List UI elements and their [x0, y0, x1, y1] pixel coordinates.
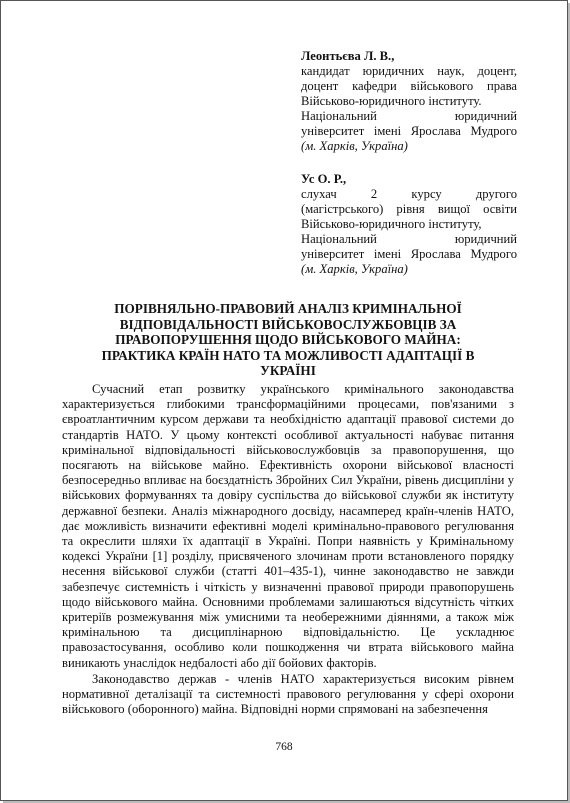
- author-2-name: Ус О. Р.,: [301, 172, 347, 186]
- author-2-line: Національний юридичний: [301, 232, 517, 246]
- author-1: [301, 49, 517, 154]
- author-2-line: (магістрського) рівня вищої освіти: [301, 202, 517, 216]
- author-block: [301, 49, 517, 295]
- body-text: [62, 382, 514, 718]
- author-2-city: (м. Харків, Україна): [301, 262, 408, 276]
- author-1-line: доцент кафедри військового права: [301, 79, 517, 93]
- author-1-line: університет імені Ярослава Мудрого: [301, 124, 517, 138]
- paper-title: ПОРІВНЯЛЬНО-ПРАВОВИЙ АНАЛІЗ КРИМІНАЛЬНОЇ ВІДПОВІДАЛЬНОСТІ ВІЙСЬКОВОСЛУЖБОВЦІВ ЗА ПРАВОПОРУШЕННЯ ЩОДО ВІЙСЬКОВОГО МАЙНА: ПРАКТИКА КРАЇН НАТО ТА МОЖЛИВОСТІ АДАПТАЦІЇ В УКРАЇНІ: [101, 301, 475, 378]
- author-2-line: Військово-юридичного інституту,: [301, 217, 482, 231]
- author-1-city: (м. Харків, Україна): [301, 139, 408, 153]
- author-1-line: кандидат юридичних наук, доцент,: [301, 64, 517, 78]
- author-2-line: університет імені Ярослава Мудрого: [301, 247, 517, 261]
- body-paragraph: Законодавство держав - членів НАТО характеризується високим рівнем нормативної деталізації та системності правового регулювання у сфері охорони військового (оборонного) майна. Відповідні норми спрямовані на забезпечення: [62, 671, 514, 717]
- author-1-line: Національний юридичний: [301, 109, 517, 123]
- page-number: 768: [275, 741, 293, 753]
- author-2-line: слухач 2 курсу другого: [301, 187, 517, 201]
- author-2: [301, 172, 517, 277]
- author-1-name: Леонтьєва Л. В.,: [301, 49, 395, 63]
- body-paragraph: Сучасний етап розвитку українського кримінального законодавства характеризується глибокими трансформаційними процесами, пов'язаними з євроатлантичним курсом держави та необхідністю адаптації правової системи до стандартів НАТО. У цьому контексті особливої актуальності набуває питання кримінальної відповідальності військовослужбовців за правопорушення, що посягають на військове майно. Ефективність охорони військової власності безпосередньо впливає на боєздатність Збройних Сил України, рівень дисципліни у військових формуваннях та довіру суспільства до військової служби як інституту державної безпеки. Аналіз міжнародного досвіду, насамперед країн-членів НАТО, дає можливість визначити ефективні моделі кримінально-правового регулювання та окреслити шляхи їх адаптації в Україні. Попри наявність у Кримінальному кодексі України [1] розділу, присвяченого злочинам проти встановленого порядку несення військової служби (статті 401–435-1), чинне законодавство не завжди забезпечує системність і чіткість у визначенні правової природи правопорушень щодо військового майна. Основними проблемами залишаються відсутність чітких критеріїв розмежування між умисними та необережними діяннями, а також між кримінальною та дисциплінарною відповідальністю. Це ускладнює правозастосування, особливо коли пошкодження чи втрата військового майна виникають унаслідок недбалості або дії бойових факторів.: [62, 382, 514, 670]
- author-1-line: Військово-юридичного інституту.: [301, 94, 482, 108]
